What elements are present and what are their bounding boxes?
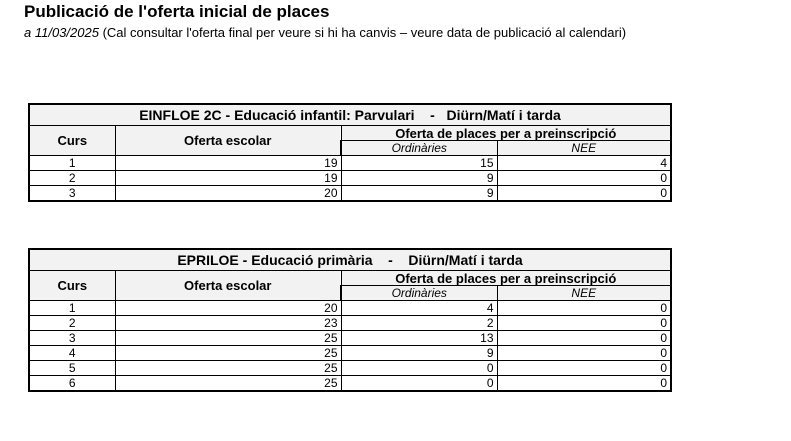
cell-nee: 0	[497, 346, 671, 361]
table-title: EPRILOE - Educació primària - Diürn/Matí i tarda	[29, 249, 671, 271]
cell-oferta: 19	[115, 171, 341, 186]
cell-ordinaries: 9	[341, 186, 497, 202]
table-row	[29, 376, 671, 392]
cell-nee: 0	[497, 301, 671, 316]
cell-nee: 0	[497, 171, 671, 186]
cell-oferta: 25	[115, 331, 341, 346]
table-row	[29, 156, 671, 171]
cell-ordinaries: 13	[341, 331, 497, 346]
column-header-nee: NEE	[497, 286, 671, 301]
table-row	[29, 186, 671, 202]
cell-curs: 2	[29, 316, 115, 331]
column-header-ordinaries: Ordinàries	[341, 286, 497, 301]
column-header-nee: NEE	[497, 141, 671, 156]
table-row	[29, 316, 671, 331]
column-header-ordinaries: Ordinàries	[341, 141, 497, 156]
column-header-oferta-escolar: Oferta escolar	[115, 126, 341, 156]
table-row	[29, 301, 671, 316]
cell-nee: 0	[497, 331, 671, 346]
table-row	[29, 346, 671, 361]
cell-ordinaries: 0	[341, 376, 497, 392]
column-group-header: Oferta de places per a preinscripció	[341, 271, 671, 286]
cell-oferta: 23	[115, 316, 341, 331]
cell-nee: 0	[497, 186, 671, 202]
cell-curs: 1	[29, 156, 115, 171]
table-row	[29, 171, 671, 186]
cell-curs: 2	[29, 171, 115, 186]
table-title: EINFLOE 2C - Educació infantil: Parvulari - Diürn/Matí i tarda	[29, 104, 671, 126]
cell-nee: 0	[497, 376, 671, 392]
column-group-header: Oferta de places per a preinscripció	[341, 126, 671, 141]
offer-table-infantil	[28, 103, 672, 202]
cell-curs: 3	[29, 331, 115, 346]
cell-ordinaries: 9	[341, 346, 497, 361]
cell-oferta: 25	[115, 346, 341, 361]
cell-oferta: 19	[115, 156, 341, 171]
cell-oferta: 25	[115, 361, 341, 376]
page-subtitle	[24, 25, 626, 40]
cell-curs: 3	[29, 186, 115, 202]
page-title: Publicació de l'oferta inicial de places	[24, 2, 330, 21]
cell-ordinaries: 4	[341, 301, 497, 316]
cell-curs: 5	[29, 361, 115, 376]
cell-oferta: 25	[115, 376, 341, 392]
cell-ordinaries: 15	[341, 156, 497, 171]
column-header-curs: Curs	[29, 271, 115, 301]
cell-curs: 1	[29, 301, 115, 316]
column-header-curs: Curs	[29, 126, 115, 156]
table-row	[29, 331, 671, 346]
publication-date: a 11/03/2025	[24, 25, 99, 40]
cell-curs: 6	[29, 376, 115, 392]
column-header-oferta-escolar: Oferta escolar	[115, 271, 341, 301]
cell-ordinaries: 9	[341, 171, 497, 186]
cell-ordinaries: 2	[341, 316, 497, 331]
table-row	[29, 361, 671, 376]
cell-oferta: 20	[115, 301, 341, 316]
cell-curs: 4	[29, 346, 115, 361]
cell-oferta: 20	[115, 186, 341, 202]
cell-ordinaries: 0	[341, 361, 497, 376]
cell-nee: 4	[497, 156, 671, 171]
subtitle-note: (Cal consultar l'oferta final per veure si hi ha canvis – veure data de publicació al calendari)	[98, 25, 627, 40]
cell-nee: 0	[497, 316, 671, 331]
offer-table-primaria	[28, 248, 672, 392]
cell-nee: 0	[497, 361, 671, 376]
